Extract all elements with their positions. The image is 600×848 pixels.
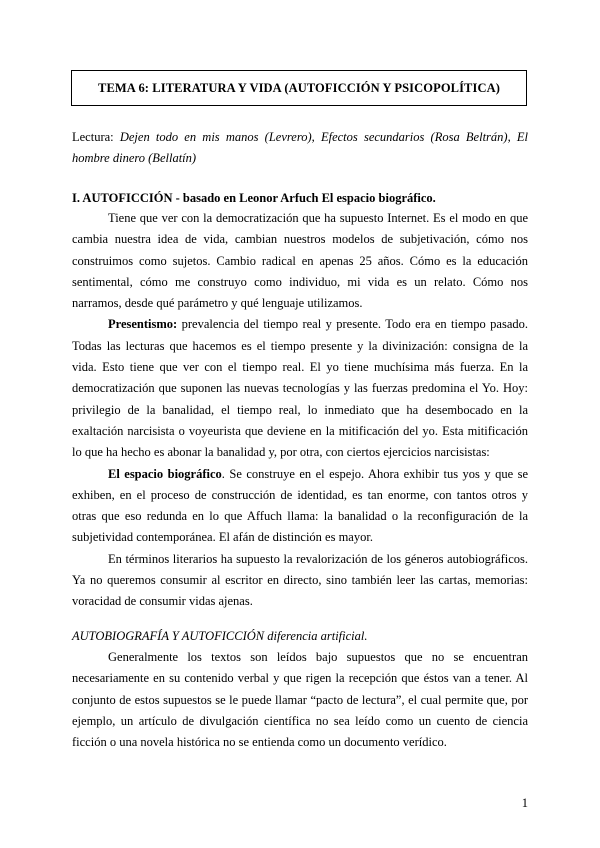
paragraph: Generalmente los textos son leídos bajo supuestos que no se encuentran necesariamente en su contenido verbal y que rigen la recepción que éstos van a tener. Al conjunto de estos supuestos se le puede llamar “pacto de lectura”, el cual permite que, por ejemplo, un artículo de divulgación científica no sea leído como un cuento de ciencia ficción o una novela histórica no se entienda como un documento verídico. [72,650,528,750]
term-presentismo: Presentismo: [108,317,178,332]
page-number: 1 [521,796,528,810]
section-body-autobiografia [72,647,528,753]
reading-separator: : [110,130,120,144]
paragraph: Tiene que ver con la democratización que ha supuesto Internet. Es el modo en que cambia nuestra idea de vida, cambian nuestros modelos de subjetivación, cómo nos construimos como sujetos. Cambio radical en apenas 25 años. Cómo es la educación sentimental, cómo me construyo como individuo, mi vida es un relato. Cómo nos narramos, desde qué parámetro y qué lenguaje utilizamos. [72,211,528,311]
paragraph-text: . Se construye en el espejo. Ahora exhibir tus yos y que se exhiben, en el proceso de construcción de identidad, es tan enorme, con tantos otros y otras que eso redunda en lo que Affuch llama: la banalidad o la reconfiguración de la subjetividad contemporánea. El afán de distinción es mayor. [72,466,529,545]
term-espacio-biografico: El espacio biográfico [108,466,222,481]
reading-works: Dejen todo en mis manos (Levrero), Efectos secundarios (Rosa Beltrán), El hombre dinero (Bellatín) [72,130,528,165]
section-body-autoficcion [72,208,528,613]
reading-list [72,127,528,169]
section-heading-autobiografia: AUTOBIOGRAFÍA Y AUTOFICCIÓN diferencia artificial. [72,629,368,643]
paragraph [72,314,528,463]
paragraph-text: prevalencia del tiempo real y presente. Todo era en tiempo pasado. Todas las lecturas que hacemos es el tiempo presente y la divinización: consigna de la vida. Esto tiene que ver con el tiempo real. El yo tiene muchísima más fuerza. En la democratización que suponen las nuevas tecnologías y las fuerzas predomina el Yo. Hoy: privilegio de la banalidad, el tiempo real, lo inmediato que ha desembocado en la exaltación narcisista o voyeurista que deviene en la mitificación del yo. Esta mitificación lo que ha hecho es abonar la banalidad y, por otra, con ciertos ejercicios narcisistas: [72,317,528,460]
section-heading-autoficcion: I. AUTOFICCIÓN - basado en Leonor Arfuch El espacio biográfico. [72,191,436,205]
reading-label: Lectura [72,130,111,144]
paragraph [72,464,528,549]
document-title [71,70,527,106]
document-title-text: TEMA 6: LITERATURA Y VIDA (AUTOFICCIÓN Y PSICOPOLÍTICA) [98,80,500,95]
paragraph: En términos literarios ha supuesto la revalorización de los géneros autobiográficos. Ya no queremos consumir al escritor en directo, sino también leer las cartas, memorias: voracidad de consumir vidas ajenas. [72,551,528,609]
